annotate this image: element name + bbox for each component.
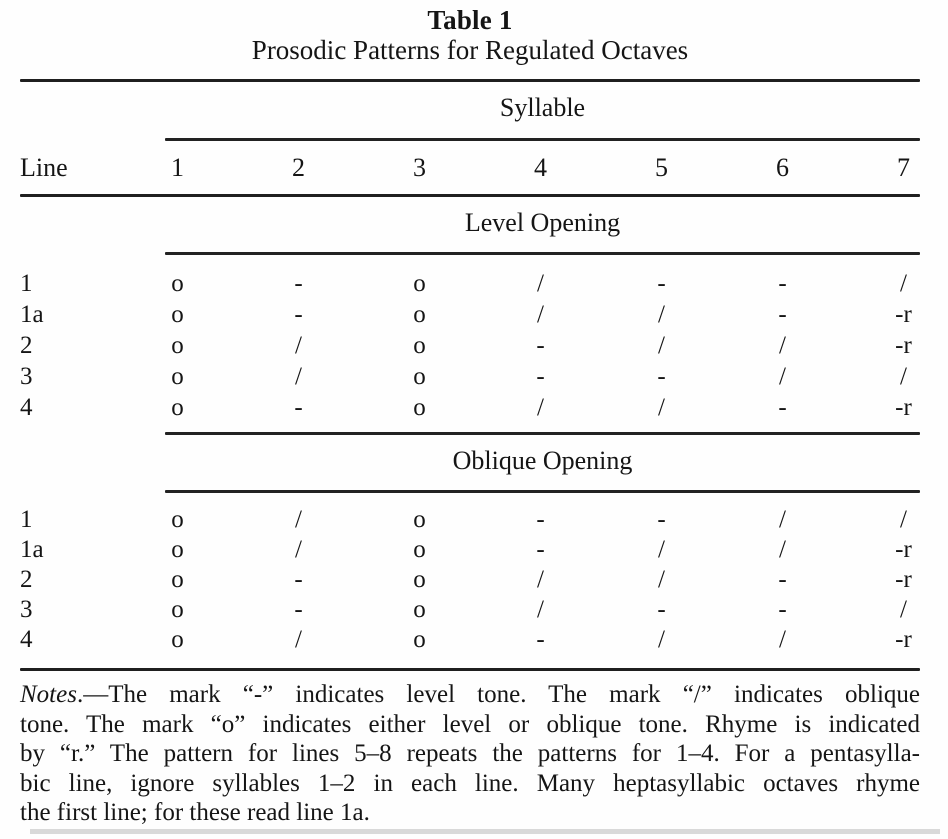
mark-cell: / [779,506,786,533]
mark-cell: - [778,301,787,328]
mark-cell: o [171,332,184,359]
horizontal-rule-top [20,79,920,82]
notes-line [20,680,920,710]
mark-cell: o [413,626,426,653]
mark-cell: / [900,270,907,297]
mark-cell: / [779,363,786,390]
mark-cell: o [413,536,426,563]
table-row [20,268,948,299]
mark-cell: / [658,394,665,421]
table-row [20,361,948,392]
mark-cell: / [295,506,302,533]
mark-cell: - [778,270,787,297]
mark-cell: o [171,363,184,390]
line-label: 1a [20,536,44,563]
mark-cell: / [295,626,302,653]
notes-line: bic line, ignore syllables 1–2 in each line. Many heptasyllabic octaves rhyme [20,769,920,797]
mark-cell: / [537,596,544,623]
horizontal-rule-under-level-opening [165,252,920,255]
mark-cell: - [778,566,787,593]
line-label: 3 [20,596,33,623]
mark-cell: - [294,566,303,593]
mark-cell: - [536,626,545,653]
syllable-column-header-4: 4 [534,153,547,182]
mark-cell: / [295,536,302,563]
table-subtitle: Prosodic Patterns for Regulated Octaves [251,35,689,65]
mark-cell: o [171,536,184,563]
level-opening-rows [20,268,920,423]
table-row [20,392,948,423]
mark-cell: o [171,566,184,593]
mark-cell: / [900,596,907,623]
mark-cell: / [537,270,544,297]
mark-cell: / [658,536,665,563]
mark-cell: / [658,332,665,359]
mark-cell: - [657,596,666,623]
mark-cell: o [171,301,184,328]
horizontal-rule-above-notes [20,668,920,671]
oblique-opening-rows [20,505,920,655]
horizontal-rule-above-oblique-opening [165,432,920,435]
mark-cell: / [900,363,907,390]
horizontal-rule-under-header [20,194,920,197]
mark-cell: / [537,301,544,328]
mark-cell: - [778,394,787,421]
mark-cell: / [658,566,665,593]
mark-cell: / [295,363,302,390]
mark-cell: -r [895,394,912,421]
mark-cell: / [900,506,907,533]
syllable-column-header-2: 2 [292,153,305,182]
mark-cell: o [171,626,184,653]
syllable-column-header-6: 6 [776,153,789,182]
mark-cell: - [536,363,545,390]
table-row [20,535,948,565]
mark-cell: o [171,506,184,533]
table-1 [20,0,920,828]
line-label: 4 [20,626,33,653]
mark-cell: -r [895,301,912,328]
mark-cell: - [778,596,787,623]
mark-cell: o [413,394,426,421]
syllable-group-label: Syllable [499,93,586,122]
mark-cell: - [657,506,666,533]
section-label-level-opening: Level Opening [464,208,621,237]
syllable-column-header-7: 7 [897,153,910,182]
notes-line: the first line; for these read line 1a. [20,799,370,826]
column-header-row [20,149,948,187]
mark-cell: o [413,332,426,359]
line-label: 4 [20,394,33,421]
mark-cell: - [536,506,545,533]
mark-cell: -r [895,626,912,653]
mark-cell: o [413,506,426,533]
line-label: 1a [20,301,44,328]
mark-cell: / [779,626,786,653]
syllable-column-header-1: 1 [171,153,184,182]
notes-line: tone. The mark “o” indicates either level or oblique tone. Rhyme is indicated [20,710,920,738]
table-row [20,565,948,595]
line-label: 1 [20,270,33,297]
mark-cell: o [171,394,184,421]
line-label: 2 [20,566,33,593]
table-row [20,625,948,655]
mark-cell: - [657,363,666,390]
mark-cell: - [536,536,545,563]
mark-cell: - [294,596,303,623]
section-label-oblique-opening: Oblique Opening [452,446,633,475]
mark-cell: o [413,566,426,593]
mark-cell: - [294,301,303,328]
scan-artifact-band [30,829,940,834]
mark-cell: -r [895,536,912,563]
syllable-column-header-5: 5 [655,153,668,182]
mark-cell: / [658,626,665,653]
table-row [20,505,948,535]
line-label: 1 [20,506,33,533]
syllable-column-header-3: 3 [413,153,426,182]
mark-cell: o [413,363,426,390]
mark-cell: - [657,270,666,297]
line-column-header: Line [20,153,68,182]
mark-cell: o [413,270,426,297]
mark-cell: - [294,394,303,421]
table-title: Table 1 [427,5,513,35]
horizontal-rule-under-oblique-opening [165,490,920,493]
mark-cell: -r [895,332,912,359]
mark-cell: / [779,332,786,359]
mark-cell: - [294,270,303,297]
notes-line: by “r.” The pattern for lines 5–8 repeats the patterns for 1–4. For a pentasylla- [20,740,920,767]
line-label: 2 [20,332,33,359]
table-row [20,330,948,361]
table-row [20,299,948,330]
mark-cell: o [171,270,184,297]
table-row [20,595,948,625]
mark-cell: o [171,596,184,623]
line-label: 3 [20,363,33,390]
notes-text: .—The mark “-” indicates level tone. The mark “/” indicates oblique [76,681,920,708]
mark-cell: / [658,301,665,328]
horizontal-rule-under-syllable [165,138,920,141]
mark-cell: / [537,566,544,593]
mark-cell: o [413,596,426,623]
notes-label: Notes [20,681,77,708]
mark-cell: / [295,332,302,359]
mark-cell: - [536,332,545,359]
table-notes [20,680,920,828]
mark-cell: -r [895,566,912,593]
mark-cell: / [537,394,544,421]
mark-cell: / [779,536,786,563]
mark-cell: o [413,301,426,328]
